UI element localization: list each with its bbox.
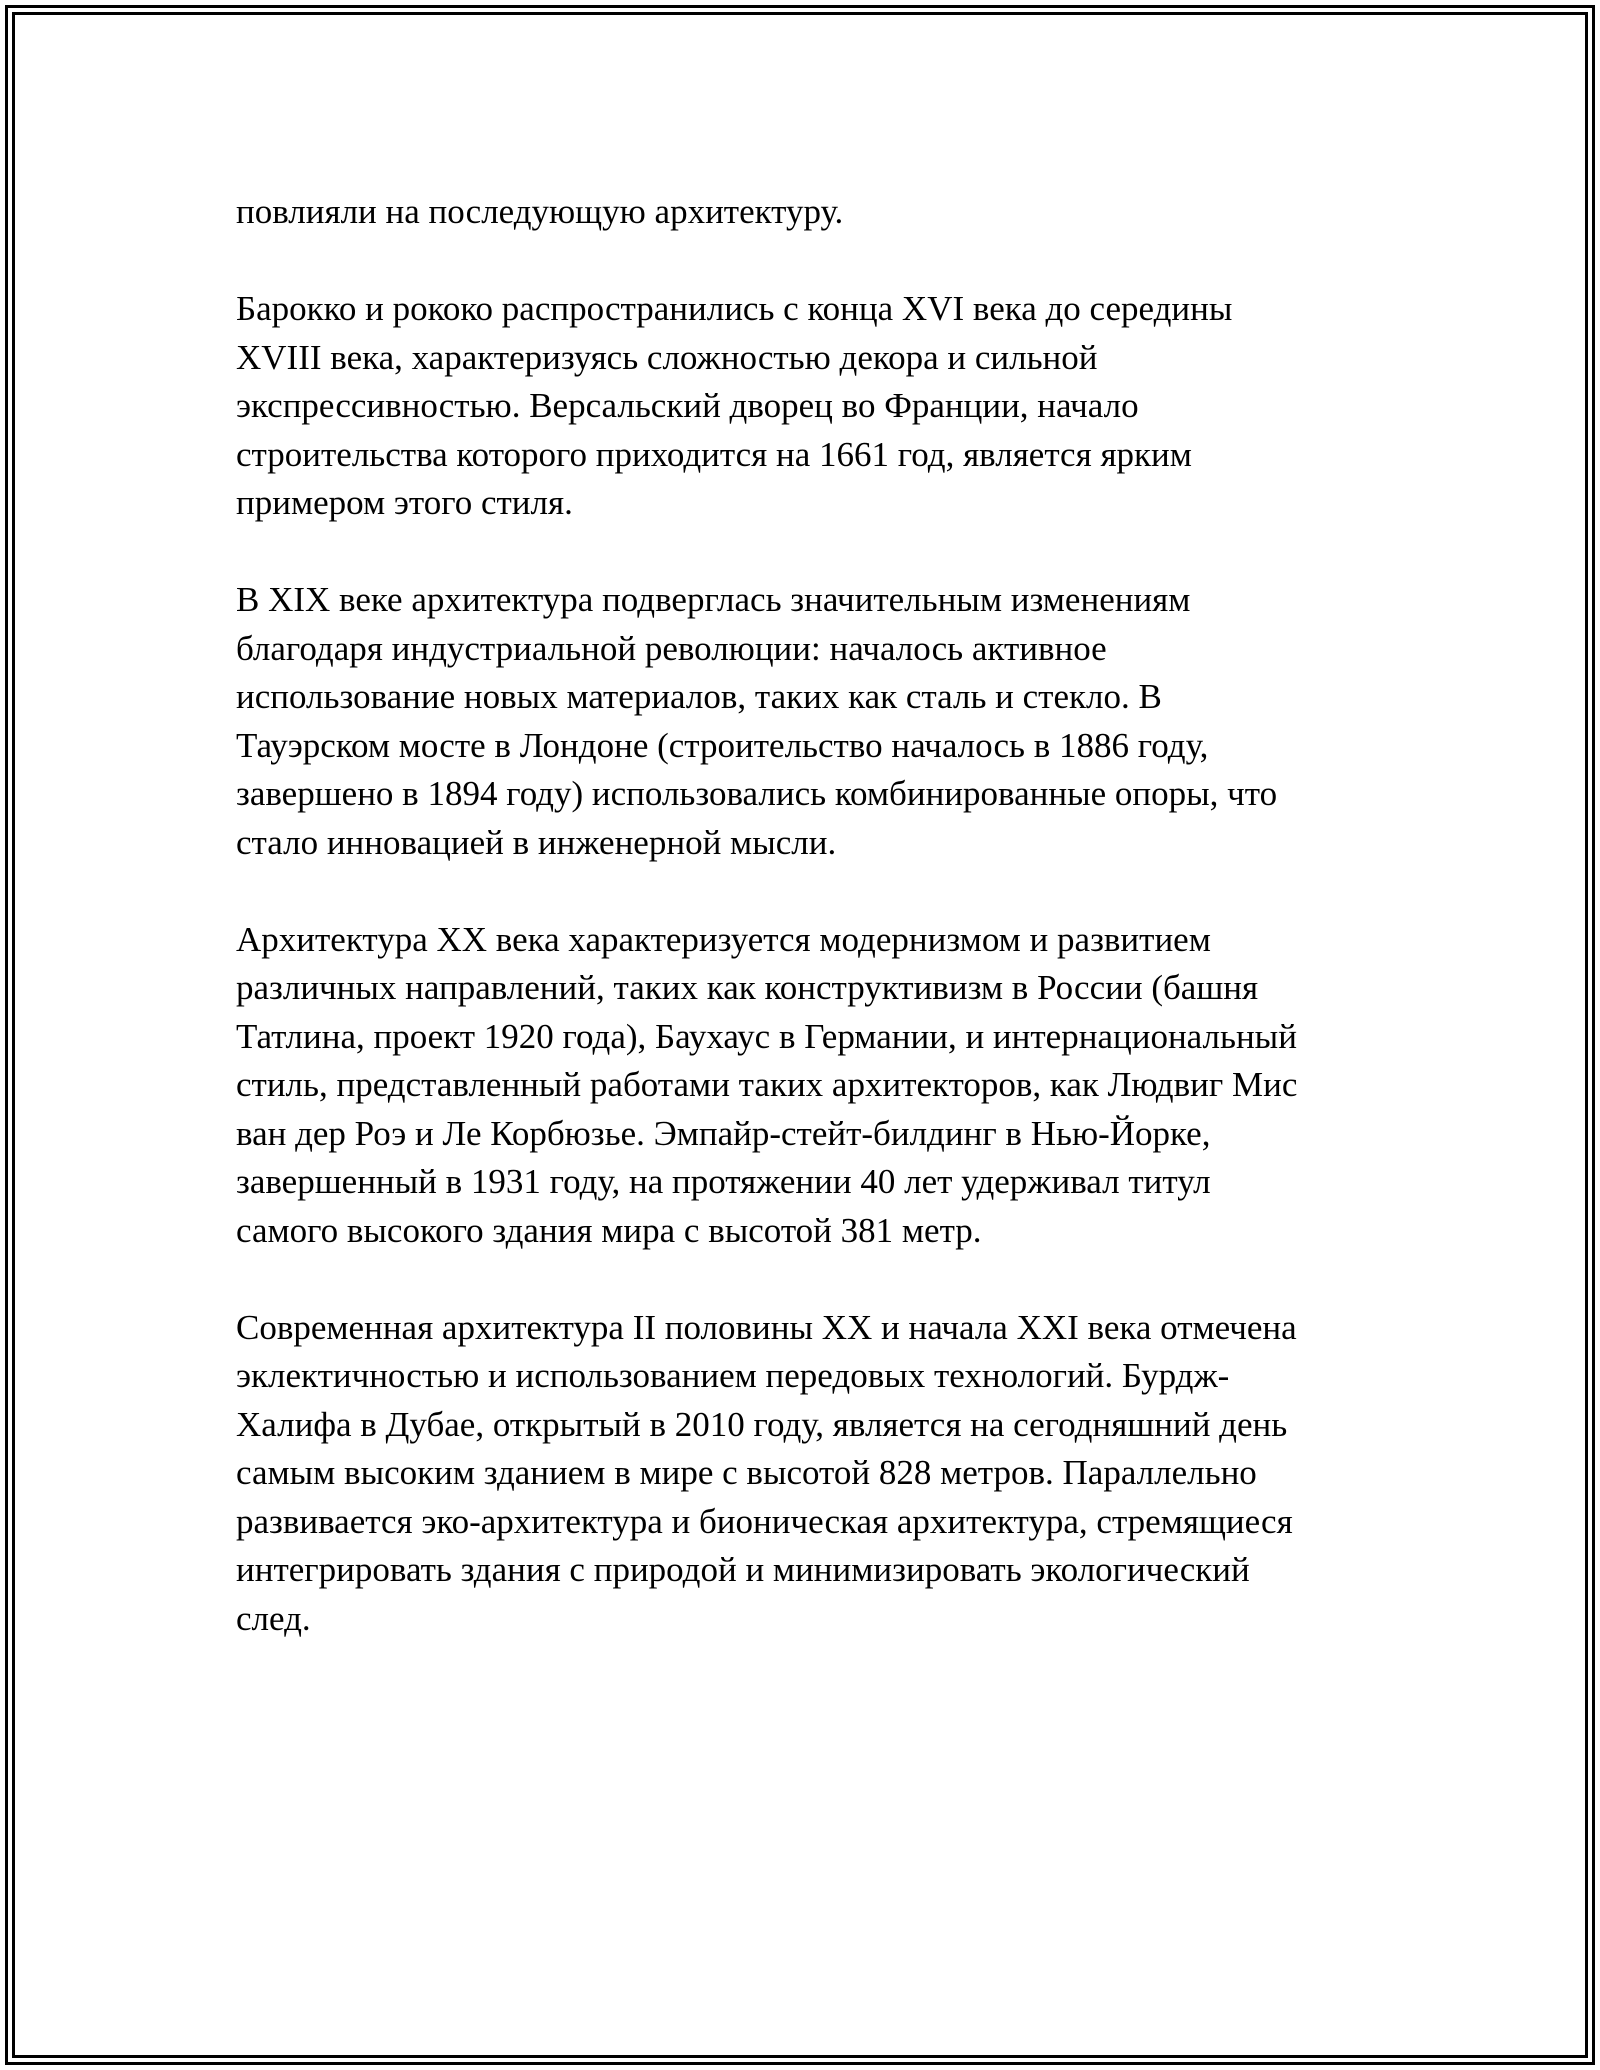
paragraph xyxy=(236,1304,1386,1644)
text-line: примером этого стиля. xyxy=(236,483,573,522)
document-body xyxy=(236,188,1386,1643)
paragraph xyxy=(236,916,1386,1256)
text-line: Халифа в Дубае, открытый в 2010 году, является на сегодняшний день xyxy=(236,1404,1288,1444)
text-line: интегрировать здания с природой и минимизировать экологический xyxy=(236,1550,1250,1589)
paragraph xyxy=(236,285,1386,528)
text-line: эклектичностью и использованием передовых технологий. Бурдж- xyxy=(236,1356,1230,1395)
text-line: завершенный в 1931 году, на протяжении 40 лет удерживал титул xyxy=(236,1162,1211,1201)
paragraph-spacer xyxy=(236,528,1386,577)
text-line: Архитектура XX века характеризуется модернизмом и развитием xyxy=(236,919,1211,959)
paragraph-spacer xyxy=(236,237,1386,286)
text-line: завершено в 1894 году) использовались комбинированные опоры, что xyxy=(236,774,1278,813)
text-line: стиль, представленный работами таких архитекторов, как Людвиг Мис xyxy=(236,1065,1298,1104)
text-line: Барокко и рококо распространились с конца XVI века до середины xyxy=(236,289,1233,328)
text-line: благодаря индустриальной революции: началось активное xyxy=(236,628,1107,668)
paragraph xyxy=(236,576,1386,867)
text-line: использование новых материалов, таких как сталь и стекло. В xyxy=(236,677,1162,716)
paragraph-spacer xyxy=(236,1255,1386,1304)
text-line: экспрессивностью. Версальский дворец во Франции, начало xyxy=(236,386,1139,425)
text-line: развивается эко-архитектура и бионическая архитектура, стремящиеся xyxy=(236,1501,1293,1541)
text-line: Татлина, проект 1920 года), Баухаус в Германии, и интернациональный xyxy=(236,1016,1297,1056)
paragraph-spacer xyxy=(236,867,1386,916)
text-line: самого высокого здания мира с высотой 381 метр. xyxy=(236,1210,982,1250)
text-line: след. xyxy=(236,1598,311,1638)
text-line: XVIII века, характеризуясь сложностью декора и сильной xyxy=(236,337,1098,377)
text-line: В XIX веке архитектура подверглась значительным изменениям xyxy=(236,580,1191,619)
text-line: самым высоким зданием в мире с высотой 828 метров. Параллельно xyxy=(236,1453,1257,1492)
paragraph xyxy=(236,188,1386,237)
text-line: стало инновацией в инженерной мысли. xyxy=(236,822,837,862)
text-line: Тауэрском мосте в Лондоне (строительство началось в 1886 году, xyxy=(236,725,1209,765)
text-line: строительства которого приходится на 1661 год, является ярким xyxy=(236,434,1192,474)
text-line: повлияли на последующую архитектуру. xyxy=(236,192,844,231)
text-line: различных направлений, таких как конструктивизм в России (башня xyxy=(236,968,1259,1007)
text-line: Современная архитектура II половины XX и начала XXI века отмечена xyxy=(236,1307,1297,1347)
text-line: ван дер Роэ и Ле Корбюзье. Эмпайр-стейт-билдинг в Нью-Йорке, xyxy=(236,1113,1211,1153)
